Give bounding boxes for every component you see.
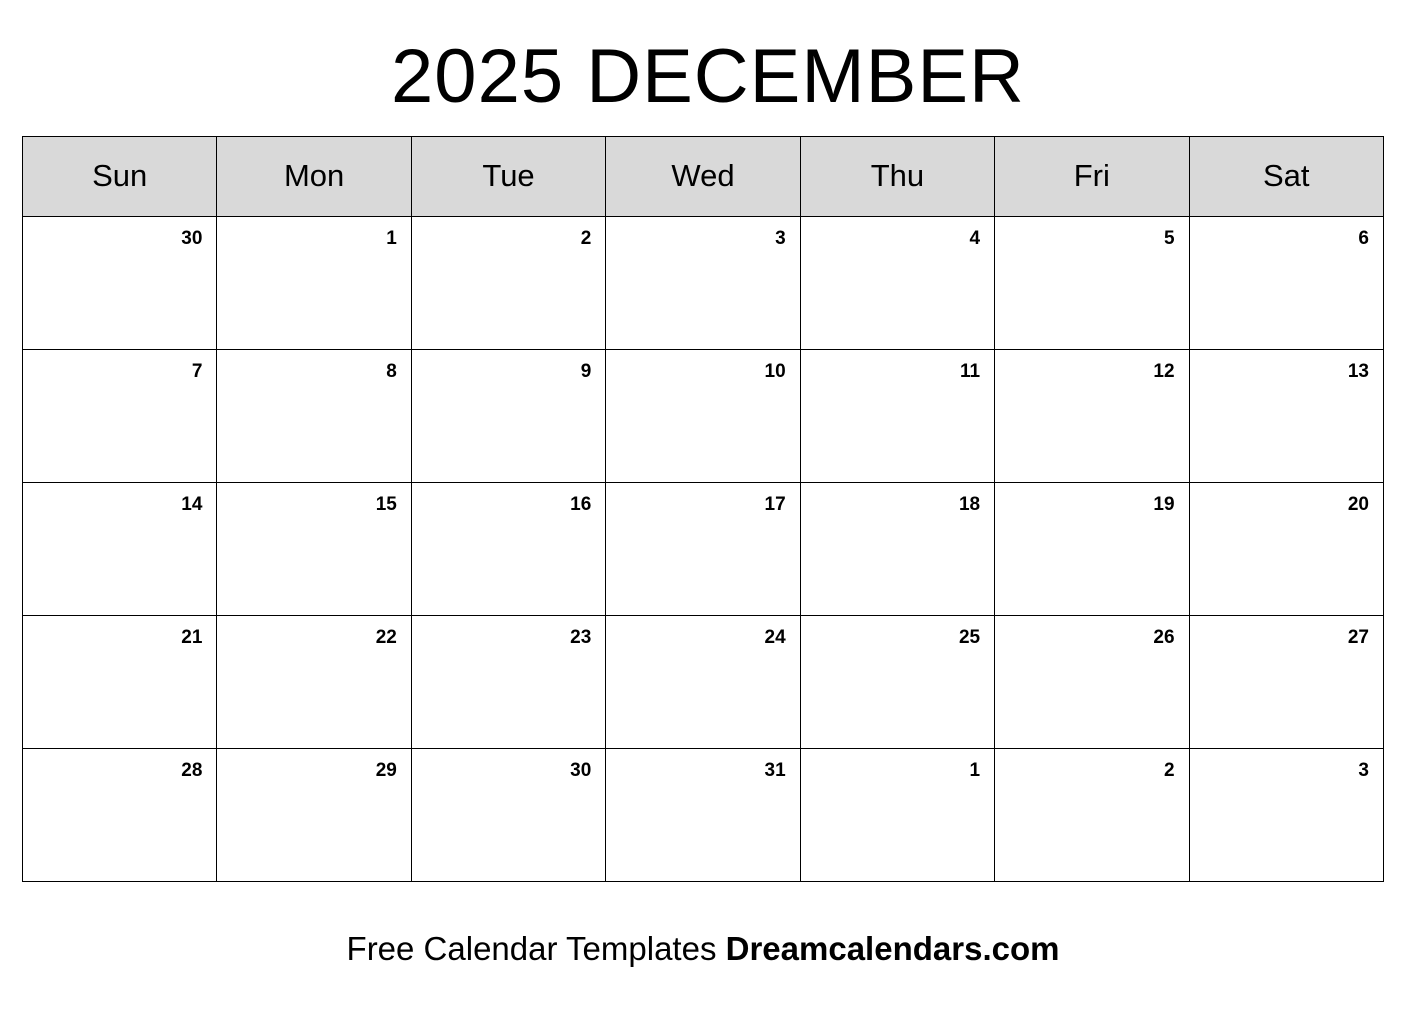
day-number: 3 <box>775 227 786 249</box>
day-number: 11 <box>960 360 981 382</box>
day-cell[interactable] <box>800 482 994 615</box>
page-title: 2025 DECEMBER <box>391 34 1025 119</box>
day-number: 7 <box>191 360 203 382</box>
day-number: 30 <box>570 759 592 781</box>
day-number: 1 <box>969 759 981 781</box>
weekday-header-mon: Mon <box>217 136 411 216</box>
weekday-header-tue: Tue <box>411 136 605 216</box>
day-number: 18 <box>958 493 981 515</box>
calendar-container <box>22 18 1384 882</box>
weekday-header-thu: Thu <box>800 136 994 216</box>
day-cell[interactable] <box>23 216 217 349</box>
footer-site-name: Dreamcalendars.com <box>725 930 1060 967</box>
day-cell[interactable] <box>1189 615 1383 748</box>
day-number: 4 <box>969 227 981 249</box>
day-cell[interactable] <box>1189 216 1383 349</box>
day-cell[interactable] <box>1189 482 1383 615</box>
day-cell[interactable] <box>606 482 800 615</box>
day-cell[interactable] <box>800 216 994 349</box>
day-cell[interactable] <box>411 748 605 881</box>
day-cell[interactable] <box>411 482 605 615</box>
day-number: 15 <box>375 493 397 515</box>
day-number: 5 <box>1163 227 1175 249</box>
week-row <box>23 482 1384 615</box>
day-cell[interactable] <box>1189 349 1383 482</box>
day-number: 26 <box>1153 626 1175 648</box>
day-cell[interactable] <box>606 349 800 482</box>
day-number: 20 <box>1347 493 1369 515</box>
day-cell[interactable] <box>217 748 411 881</box>
footer-credit <box>0 930 1406 968</box>
day-cell[interactable] <box>800 748 994 881</box>
day-cell[interactable] <box>606 615 800 748</box>
day-number: 3 <box>1358 759 1369 781</box>
day-cell[interactable] <box>606 748 800 881</box>
day-number: 2 <box>1163 759 1175 781</box>
day-number: 13 <box>1347 360 1369 382</box>
calendar-grid <box>22 136 1384 882</box>
weekday-header-sat: Sat <box>1189 136 1383 216</box>
weekday-header-row <box>23 136 1384 216</box>
day-number: 1 <box>386 227 397 249</box>
day-number: 6 <box>1358 227 1369 249</box>
day-cell[interactable] <box>217 216 411 349</box>
day-number: 22 <box>375 626 397 648</box>
day-number: 28 <box>181 759 203 781</box>
day-cell[interactable] <box>23 482 217 615</box>
week-row <box>23 216 1384 349</box>
weekday-header-fri: Fri <box>995 136 1189 216</box>
day-cell[interactable] <box>23 748 217 881</box>
day-number: 9 <box>580 360 592 382</box>
day-cell[interactable] <box>800 615 994 748</box>
week-row <box>23 615 1384 748</box>
weekday-header-sun: Sun <box>23 136 217 216</box>
day-cell[interactable] <box>217 615 411 748</box>
day-cell[interactable] <box>606 216 800 349</box>
day-cell[interactable] <box>995 748 1189 881</box>
day-number: 10 <box>764 360 786 382</box>
footer-text: Free Calendar Templates <box>346 930 726 967</box>
day-cell[interactable] <box>995 615 1189 748</box>
day-number: 21 <box>181 626 203 648</box>
day-cell[interactable] <box>995 349 1189 482</box>
day-cell[interactable] <box>800 349 994 482</box>
day-cell[interactable] <box>217 482 411 615</box>
day-number: 31 <box>764 759 786 781</box>
day-cell[interactable] <box>1189 748 1383 881</box>
day-number: 23 <box>570 626 592 648</box>
day-number: 16 <box>570 493 592 515</box>
day-cell[interactable] <box>411 216 605 349</box>
week-row <box>23 349 1384 482</box>
day-number: 30 <box>181 227 203 249</box>
day-number: 2 <box>580 227 592 249</box>
day-number: 8 <box>386 360 397 382</box>
day-number: 12 <box>1153 360 1175 382</box>
day-number: 25 <box>958 626 981 648</box>
week-row <box>23 748 1384 881</box>
day-cell[interactable] <box>217 349 411 482</box>
day-number: 24 <box>764 626 786 648</box>
day-number: 27 <box>1347 626 1369 648</box>
day-number: 14 <box>181 493 203 515</box>
day-number: 17 <box>764 493 786 515</box>
day-cell[interactable] <box>23 349 217 482</box>
weekday-header-wed: Wed <box>606 136 800 216</box>
day-number: 19 <box>1153 493 1175 515</box>
day-cell[interactable] <box>995 216 1189 349</box>
day-cell[interactable] <box>411 349 605 482</box>
day-cell[interactable] <box>411 615 605 748</box>
day-cell[interactable] <box>23 615 217 748</box>
day-number: 29 <box>375 759 397 781</box>
day-cell[interactable] <box>995 482 1189 615</box>
